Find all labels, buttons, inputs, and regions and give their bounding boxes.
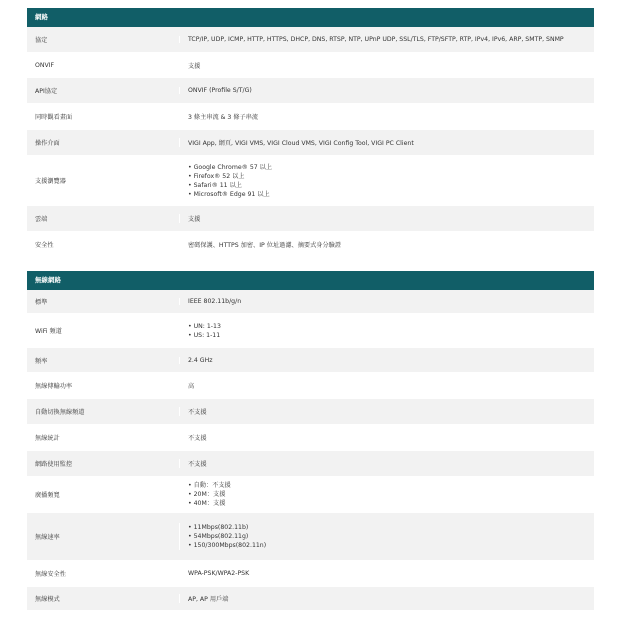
spec-row [27, 513, 594, 561]
spec-label: WiFi 頻道 [35, 328, 62, 335]
spec-label: 無線速率 [35, 534, 60, 541]
spec-value-item: • Google Chrome® 57 以上 [188, 163, 594, 172]
spec-value-item: • 20M：支援 [188, 490, 594, 499]
spec-row [27, 232, 594, 258]
spec-row [27, 27, 594, 53]
spec-value-item: • US: 1-11 [188, 331, 594, 340]
spec-value: 不支援 [179, 433, 594, 442]
spec-label: 網路使用監控 [35, 461, 73, 468]
spec-value: 密碼保護、HTTPS 加密、IP 位址過濾、摘要式身分驗證 [179, 240, 594, 249]
spec-row [27, 53, 594, 78]
spec-label: 協定 [35, 37, 48, 44]
spec-value: TCP/IP, UDP, ICMP, HTTP, HTTPS, DHCP, DNS, RTSP, NTP, UPnP UDP, SSL/TLS, FTP/SFTP, RTP, IPv4, IPv6, ARP, SMTP, SNMP [179, 36, 594, 43]
spec-label: 支援瀏覽器 [35, 178, 66, 185]
spec-row [27, 78, 594, 104]
spec-label: ONVIF [35, 61, 55, 69]
spec-value: 支援 [179, 214, 594, 223]
spec-label: 自動切換無線頻道 [35, 409, 85, 416]
spec-row [27, 130, 594, 156]
spec-value: 高 [179, 381, 594, 390]
spec-value-list [188, 322, 594, 340]
spec-value-list [188, 163, 594, 199]
spec-value-item: • 11Mbps(802.11b) [188, 523, 594, 532]
spec-value [179, 523, 594, 550]
spec-label: 操作介面 [35, 140, 60, 147]
spec-label: 廣播頻寬 [35, 492, 60, 499]
network-section-header: 網路 [27, 8, 594, 27]
network-section [27, 8, 594, 258]
spec-value-item: • Firefox® 52 以上 [188, 172, 594, 181]
spec-row [27, 477, 594, 513]
spec-value: IEEE 802.11b/g/n [179, 298, 594, 305]
spec-value: VIGI App, 網頁, VIGI VMS, VIGI Cloud VMS, VIGI Config Tool, VIGI PC Client [179, 138, 594, 147]
spec-row [27, 587, 594, 611]
spec-label: API協定 [35, 88, 58, 95]
spec-value: 不支援 [179, 459, 594, 468]
spec-value: 3 條主串流 & 3 條子串流 [179, 112, 594, 121]
spec-value [179, 481, 594, 508]
spec-row [27, 561, 594, 587]
spec-row [27, 348, 594, 373]
spec-value-item: • 150/300Mbps(802.11n) [188, 541, 594, 550]
spec-value-list [188, 481, 594, 508]
network-table [27, 27, 594, 258]
spec-value-item: • UN: 1-13 [188, 322, 594, 331]
spec-label: 無線傳輸功率 [35, 383, 73, 390]
spec-row [27, 104, 594, 130]
spec-row [27, 373, 594, 399]
wireless-section [27, 271, 594, 611]
spec-value-item: • Safari® 11 以上 [188, 181, 594, 190]
spec-label: 安全性 [35, 242, 54, 249]
spec-value [179, 163, 594, 199]
wireless-section-header: 無線網路 [27, 271, 594, 290]
spec-row [27, 451, 594, 477]
spec-value: 不支援 [179, 407, 594, 416]
spec-value: AP, AP 用戶端 [179, 594, 594, 603]
spec-row [27, 425, 594, 451]
spec-value-item: • 40M：支援 [188, 499, 594, 508]
spec-value: 2.4 GHz [179, 357, 594, 364]
spec-value [179, 322, 594, 340]
spec-label: 無線模式 [35, 596, 60, 603]
spec-label: 雲端 [35, 216, 48, 223]
spec-label: 無線統計 [35, 435, 60, 442]
spec-value-item: • 54Mbps(802.11g) [188, 532, 594, 541]
spec-label: 標準 [35, 299, 48, 306]
spec-value: WPA-PSK/WPA2-PSK [179, 570, 594, 577]
spec-value: 支援 [179, 61, 594, 70]
spec-label: 頻率 [35, 357, 48, 365]
wireless-table [27, 290, 594, 611]
spec-row [27, 156, 594, 206]
spec-value-list [188, 523, 594, 550]
spec-value-item: • 自動：不支援 [188, 481, 594, 490]
spec-label: 無線安全性 [35, 571, 66, 578]
spec-value-item: • Microsoft® Edge 91 以上 [188, 190, 594, 199]
spec-value: ONVIF (Profile S/T/G) [179, 87, 594, 94]
spec-row [27, 399, 594, 425]
spec-row [27, 314, 594, 348]
spec-row [27, 206, 594, 232]
spec-label: 同時觀看畫面 [35, 114, 73, 121]
spec-row [27, 290, 594, 314]
